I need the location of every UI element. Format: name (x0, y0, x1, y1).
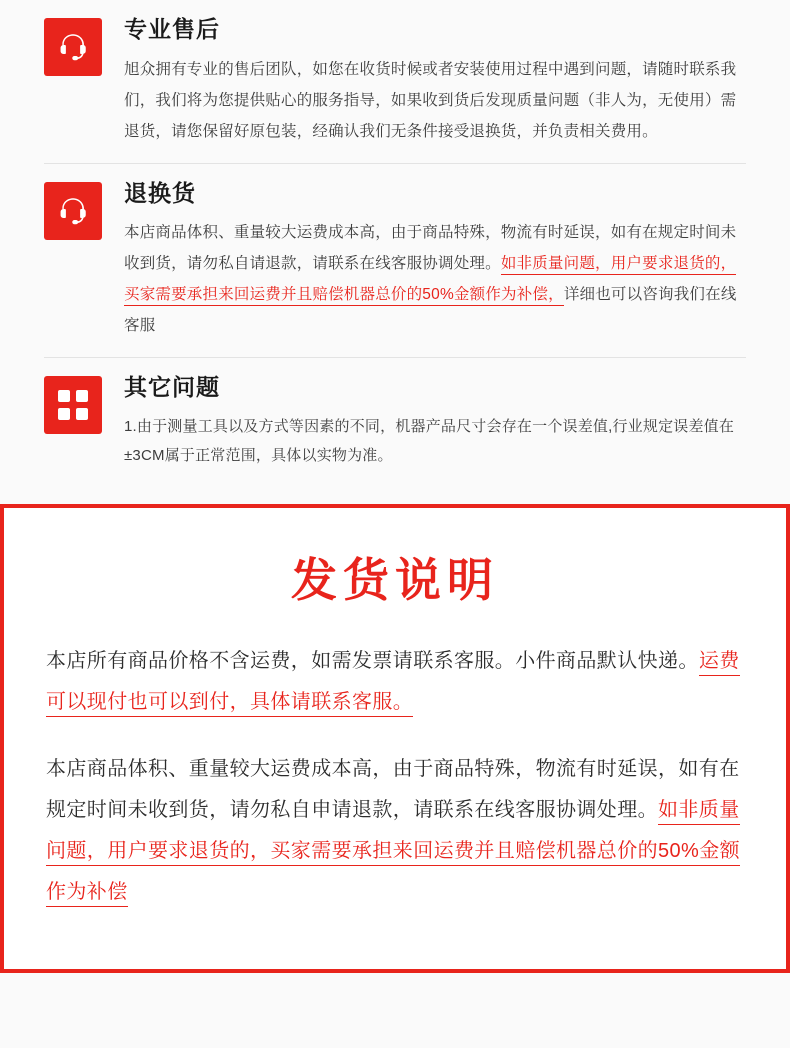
faq-text-normal: 本店商品体积、重量较大运费成本高，由于商品特殊，物流有时延误，如有在规定时间未收到货，请勿私自请退款，请联系在线客服协调处理。 (124, 224, 737, 273)
shipping-paragraph-1 (46, 641, 744, 723)
shipping-p1-highlight: 运费可以现付也可以到付，具体请联系客服。 (46, 650, 740, 717)
faq-text-tail: 详细也可以咨询我们在线客服 (124, 286, 737, 335)
faq-block-after-sales (44, 0, 746, 163)
faq-section (0, 0, 790, 486)
grid-cell (58, 390, 70, 402)
grid-cell (76, 408, 88, 420)
shipping-notice-section (0, 504, 790, 973)
shipping-paragraph-2 (46, 749, 744, 913)
faq-block-returns (44, 163, 746, 358)
faq-text: 旭众拥有专业的售后团队，如您在收货时候或者安装使用过程中遇到问题，请随时联系我们，我们将为您提供贴心的服务指导，如果收到货后发现质量问题（非人为，无使用）需退货，请您保留好原包装，经确认我们无条件接受退换货，并负责相关费用。 (124, 60, 737, 140)
shipping-notice-title: 发货说明 (291, 554, 499, 607)
faq-body (124, 178, 746, 342)
faq-text-highlight: 如非质量问题，用户要求退货的，买家需要承担来回运费并且赔偿机器总价的50%金额作为补偿， (124, 255, 736, 306)
grid-cell (76, 390, 88, 402)
faq-title: 专业售后 (124, 16, 220, 42)
faq-text (124, 217, 746, 341)
faq-title: 退换货 (124, 179, 196, 206)
headset-icon (44, 18, 102, 76)
grid-icon-cells (58, 390, 88, 420)
shipping-p2-highlight: 如非质量问题，用户要求退货的，买家需要承担来回运费并且赔偿机器总价的50%金额作为补偿 (46, 799, 740, 907)
faq-body (124, 14, 746, 147)
faq-text: 1.由于测量工具以及方式等因素的不同，机器产品尺寸会存在一个误差值,行业规定误差值在±3CM属于正常范围，具体以实物为准。 (124, 417, 735, 465)
faq-block-other-questions (44, 357, 746, 486)
shipping-p2-normal: 本店商品体积、重量较大运费成本高，由于商品特殊，物流有时延误，如有在规定时间未收到货，请勿私自申请退款，请联系在线客服协调处理。 (46, 758, 740, 822)
faq-title: 其它问题 (124, 374, 220, 401)
grid-cell (58, 408, 70, 420)
grid-icon (44, 376, 102, 434)
headset-icon (44, 182, 102, 240)
shipping-p1-normal: 本店所有商品价格不含运费，如需发票请联系客服。小件商品默认快递。 (46, 650, 699, 673)
faq-body (124, 372, 746, 470)
